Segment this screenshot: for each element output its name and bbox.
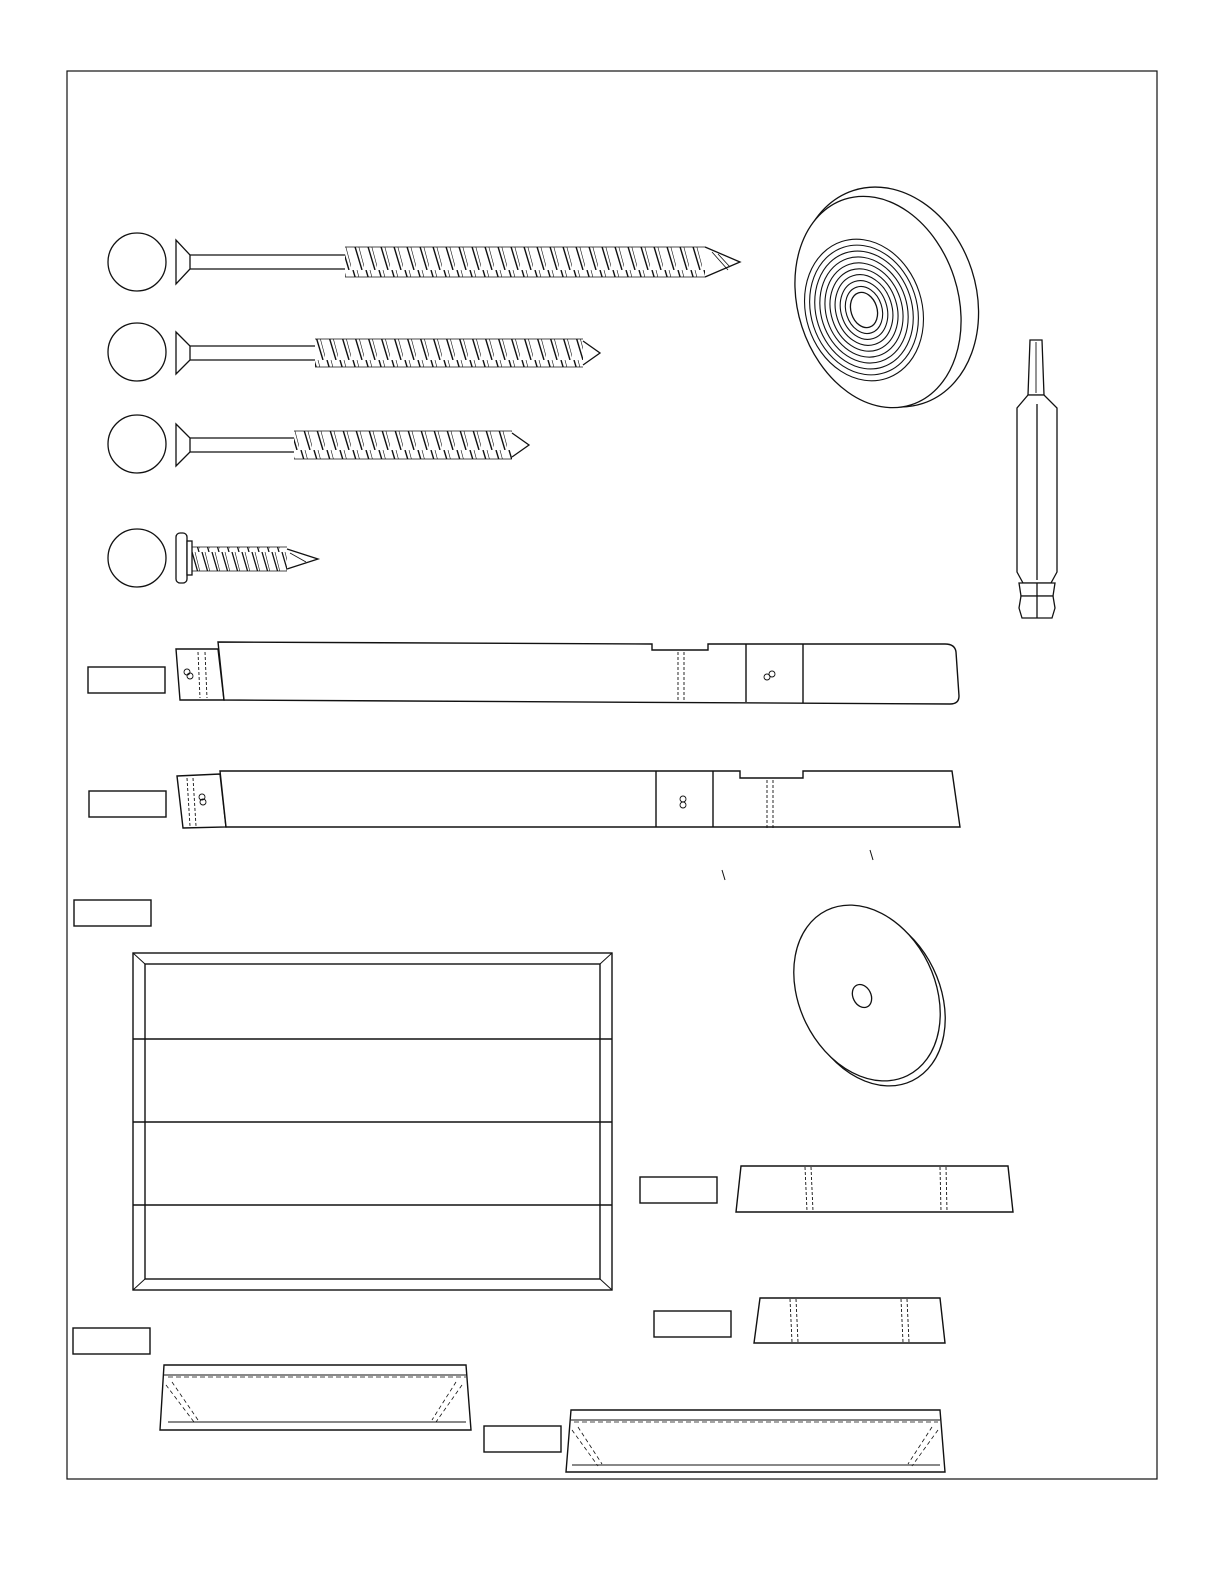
washer-large	[769, 163, 1007, 430]
screw-long	[108, 233, 740, 291]
stretcher-long	[484, 1410, 945, 1472]
block-small	[654, 1298, 945, 1343]
tick-marks	[722, 850, 873, 880]
label-box-stretcher-short	[73, 1328, 150, 1354]
screw-medium	[108, 323, 600, 381]
driver-bit	[1017, 340, 1057, 618]
label-box-stretcher-long	[484, 1426, 561, 1452]
slatted-panel	[74, 900, 612, 1290]
screw-short	[108, 415, 529, 473]
label-box-block-medium	[640, 1177, 717, 1203]
screw-pan-head	[108, 529, 318, 587]
block-medium	[640, 1166, 1013, 1212]
callout-circle-screw-pan-head	[108, 529, 166, 587]
rail-upper	[88, 642, 959, 704]
callout-circle-screw-medium	[108, 323, 166, 381]
rail-lower	[89, 771, 960, 828]
label-box-rail-lower	[89, 791, 166, 817]
label-box-block-small	[654, 1311, 731, 1337]
label-box-rail-upper	[88, 667, 165, 693]
callout-circle-screw-short	[108, 415, 166, 473]
stretcher-short	[73, 1328, 471, 1430]
label-box-slatted-panel	[74, 900, 151, 926]
washer-flat	[766, 881, 974, 1111]
callout-circle-screw-long	[108, 233, 166, 291]
